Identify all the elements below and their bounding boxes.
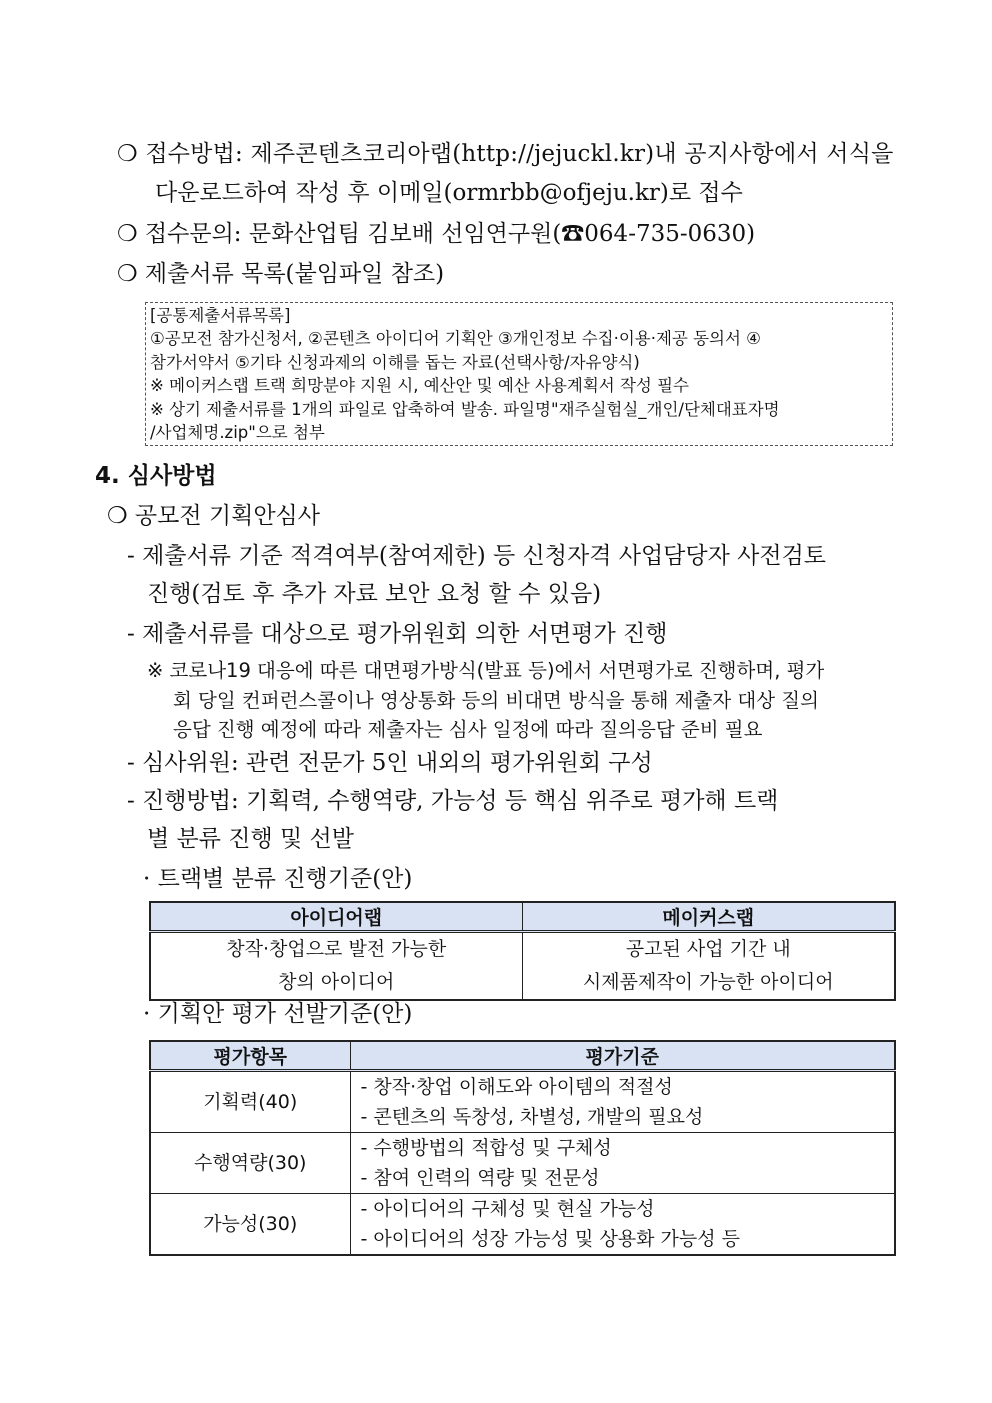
receipt-method-line2: 다운로드하여 작성 후 이메일(ormrbb@ofjeju.kr)로 접수 [155, 180, 743, 206]
track-criteria-label: · 트랙별 분류 진행기준(안) [143, 866, 413, 892]
bullet3: - 심사위원: 관련 전문가 5인 내외의 평가위원회 구성 [127, 750, 653, 776]
eval-criteria-label: · 기획안 평가 선발기준(안) [143, 1001, 413, 1027]
eval-criteria-planning-1: - 창작·창업 이해도와 아이템의 적절성 [360, 1076, 673, 1098]
eval-criteria-feasibility-2: - 아이디어의 성장 가능성 및 상용화 가능성 등 [360, 1228, 741, 1250]
bullet4-line1: - 진행방법: 기획력, 수행역량, 가능성 등 핵심 위주로 평가해 트랙 [127, 788, 779, 814]
docbox-line2: ①공모전 참가신청서, ②콘텐츠 아이디어 기획안 ③개인정보 수집·이용·제공 동의서 ④ [150, 329, 761, 349]
eval-criteria-capability [350, 1133, 895, 1194]
eval-header-criteria: 평가기준 [350, 1041, 895, 1071]
eval-criteria-planning-2: - 콘텐츠의 독창성, 차별성, 개발의 필요성 [360, 1106, 704, 1128]
eval-criteria-planning [350, 1071, 895, 1133]
track-cell-idealab [150, 932, 522, 1001]
bullet2: - 제출서류를 대상으로 평가위원회 의한 서면평가 진행 [127, 621, 668, 647]
track-cell-makerslab-line2: 시제품제작이 가능한 아이디어 [582, 971, 834, 993]
eval-criteria-capability-2: - 참여 인력의 역량 및 전문성 [360, 1167, 600, 1189]
track-cell-idealab-line1: 창작·창업으로 발전 가능한 [226, 938, 447, 960]
eval-header-item: 평가항목 [150, 1041, 350, 1071]
eval-criteria-feasibility [350, 1194, 895, 1256]
track-table [149, 901, 896, 1001]
receipt-method-line1-text: ❍ 접수방법: 제주콘텐츠코리아랩(http://jejuckl.kr)내 공지사항에서 서식을 [117, 141, 894, 167]
docbox-line1: [공통제출서류목록] [150, 306, 291, 325]
note-line1: ※ 코로나19 대응에 따른 대면평가방식(발표 등)에서 서면평가로 진행하며, 평가 [147, 659, 825, 682]
table-row [150, 1133, 895, 1194]
track-cell-makerslab [522, 932, 895, 1001]
docbox-line4: ※ 메이커스랩 트랙 희망분야 지원 시, 예산안 및 예산 사용계획서 작성 필수 [150, 376, 689, 396]
eval-item-planning: 기획력(40) [150, 1071, 350, 1133]
section-title: 4. 심사방법 [95, 463, 217, 489]
table-row [150, 1194, 895, 1256]
track-header-makerslab: 메이커스랩 [522, 902, 895, 932]
eval-criteria-capability-1: - 수행방법의 적합성 및 구체성 [360, 1137, 612, 1159]
eval-criteria-feasibility-1: - 아이디어의 구체성 및 현실 가능성 [360, 1198, 655, 1220]
docbox-line5: ※ 상기 제출서류를 1개의 파일로 압축하여 발송. 파일명"재주실험실_개인/단체대표자명 [150, 399, 780, 419]
evaluation-table [149, 1040, 896, 1256]
note-line2: 회 당일 컨퍼런스콜이나 영상통화 등의 비대면 방식을 통해 제출자 대상 질의 [173, 689, 819, 712]
receipt-inquiry: ❍ 접수문의: 문화산업팀 김보배 선임연구원(☎064-735-0630) [117, 221, 756, 247]
note-line3: 응답 진행 예정에 따라 제출자는 심사 일정에 따라 질의응답 준비 필요 [173, 718, 763, 741]
eval-item-feasibility: 가능성(30) [150, 1194, 350, 1256]
section-sub1: ❍ 공모전 기획안심사 [107, 503, 320, 529]
table-row [150, 1071, 895, 1133]
track-cell-makerslab-line1: 공고된 사업 기간 내 [625, 938, 791, 960]
eval-item-capability: 수행역량(30) [150, 1133, 350, 1194]
docbox-line3: 참가서약서 ⑤기타 신청과제의 이해를 돕는 자료(선택사항/자유양식) [150, 352, 640, 372]
bullet1-line2: 진행(검토 후 추가 자료 보안 요청 할 수 있음) [147, 581, 602, 607]
track-cell-idealab-line2: 창의 아이디어 [278, 971, 395, 993]
docbox-line6: /사업체명.zip"으로 첨부 [150, 423, 325, 443]
common-documents-box [145, 302, 893, 446]
track-header-idealab: 아이디어랩 [150, 902, 522, 932]
bullet4-line2: 별 분류 진행 및 선발 [147, 826, 354, 852]
receipt-documents: ❍ 제출서류 목록(붙임파일 참조) [117, 261, 445, 287]
bullet1-line1: - 제출서류 기준 적격여부(참여제한) 등 신청자격 사업담당자 사전검토 [127, 543, 826, 569]
receipt-method-line1 [117, 138, 897, 170]
